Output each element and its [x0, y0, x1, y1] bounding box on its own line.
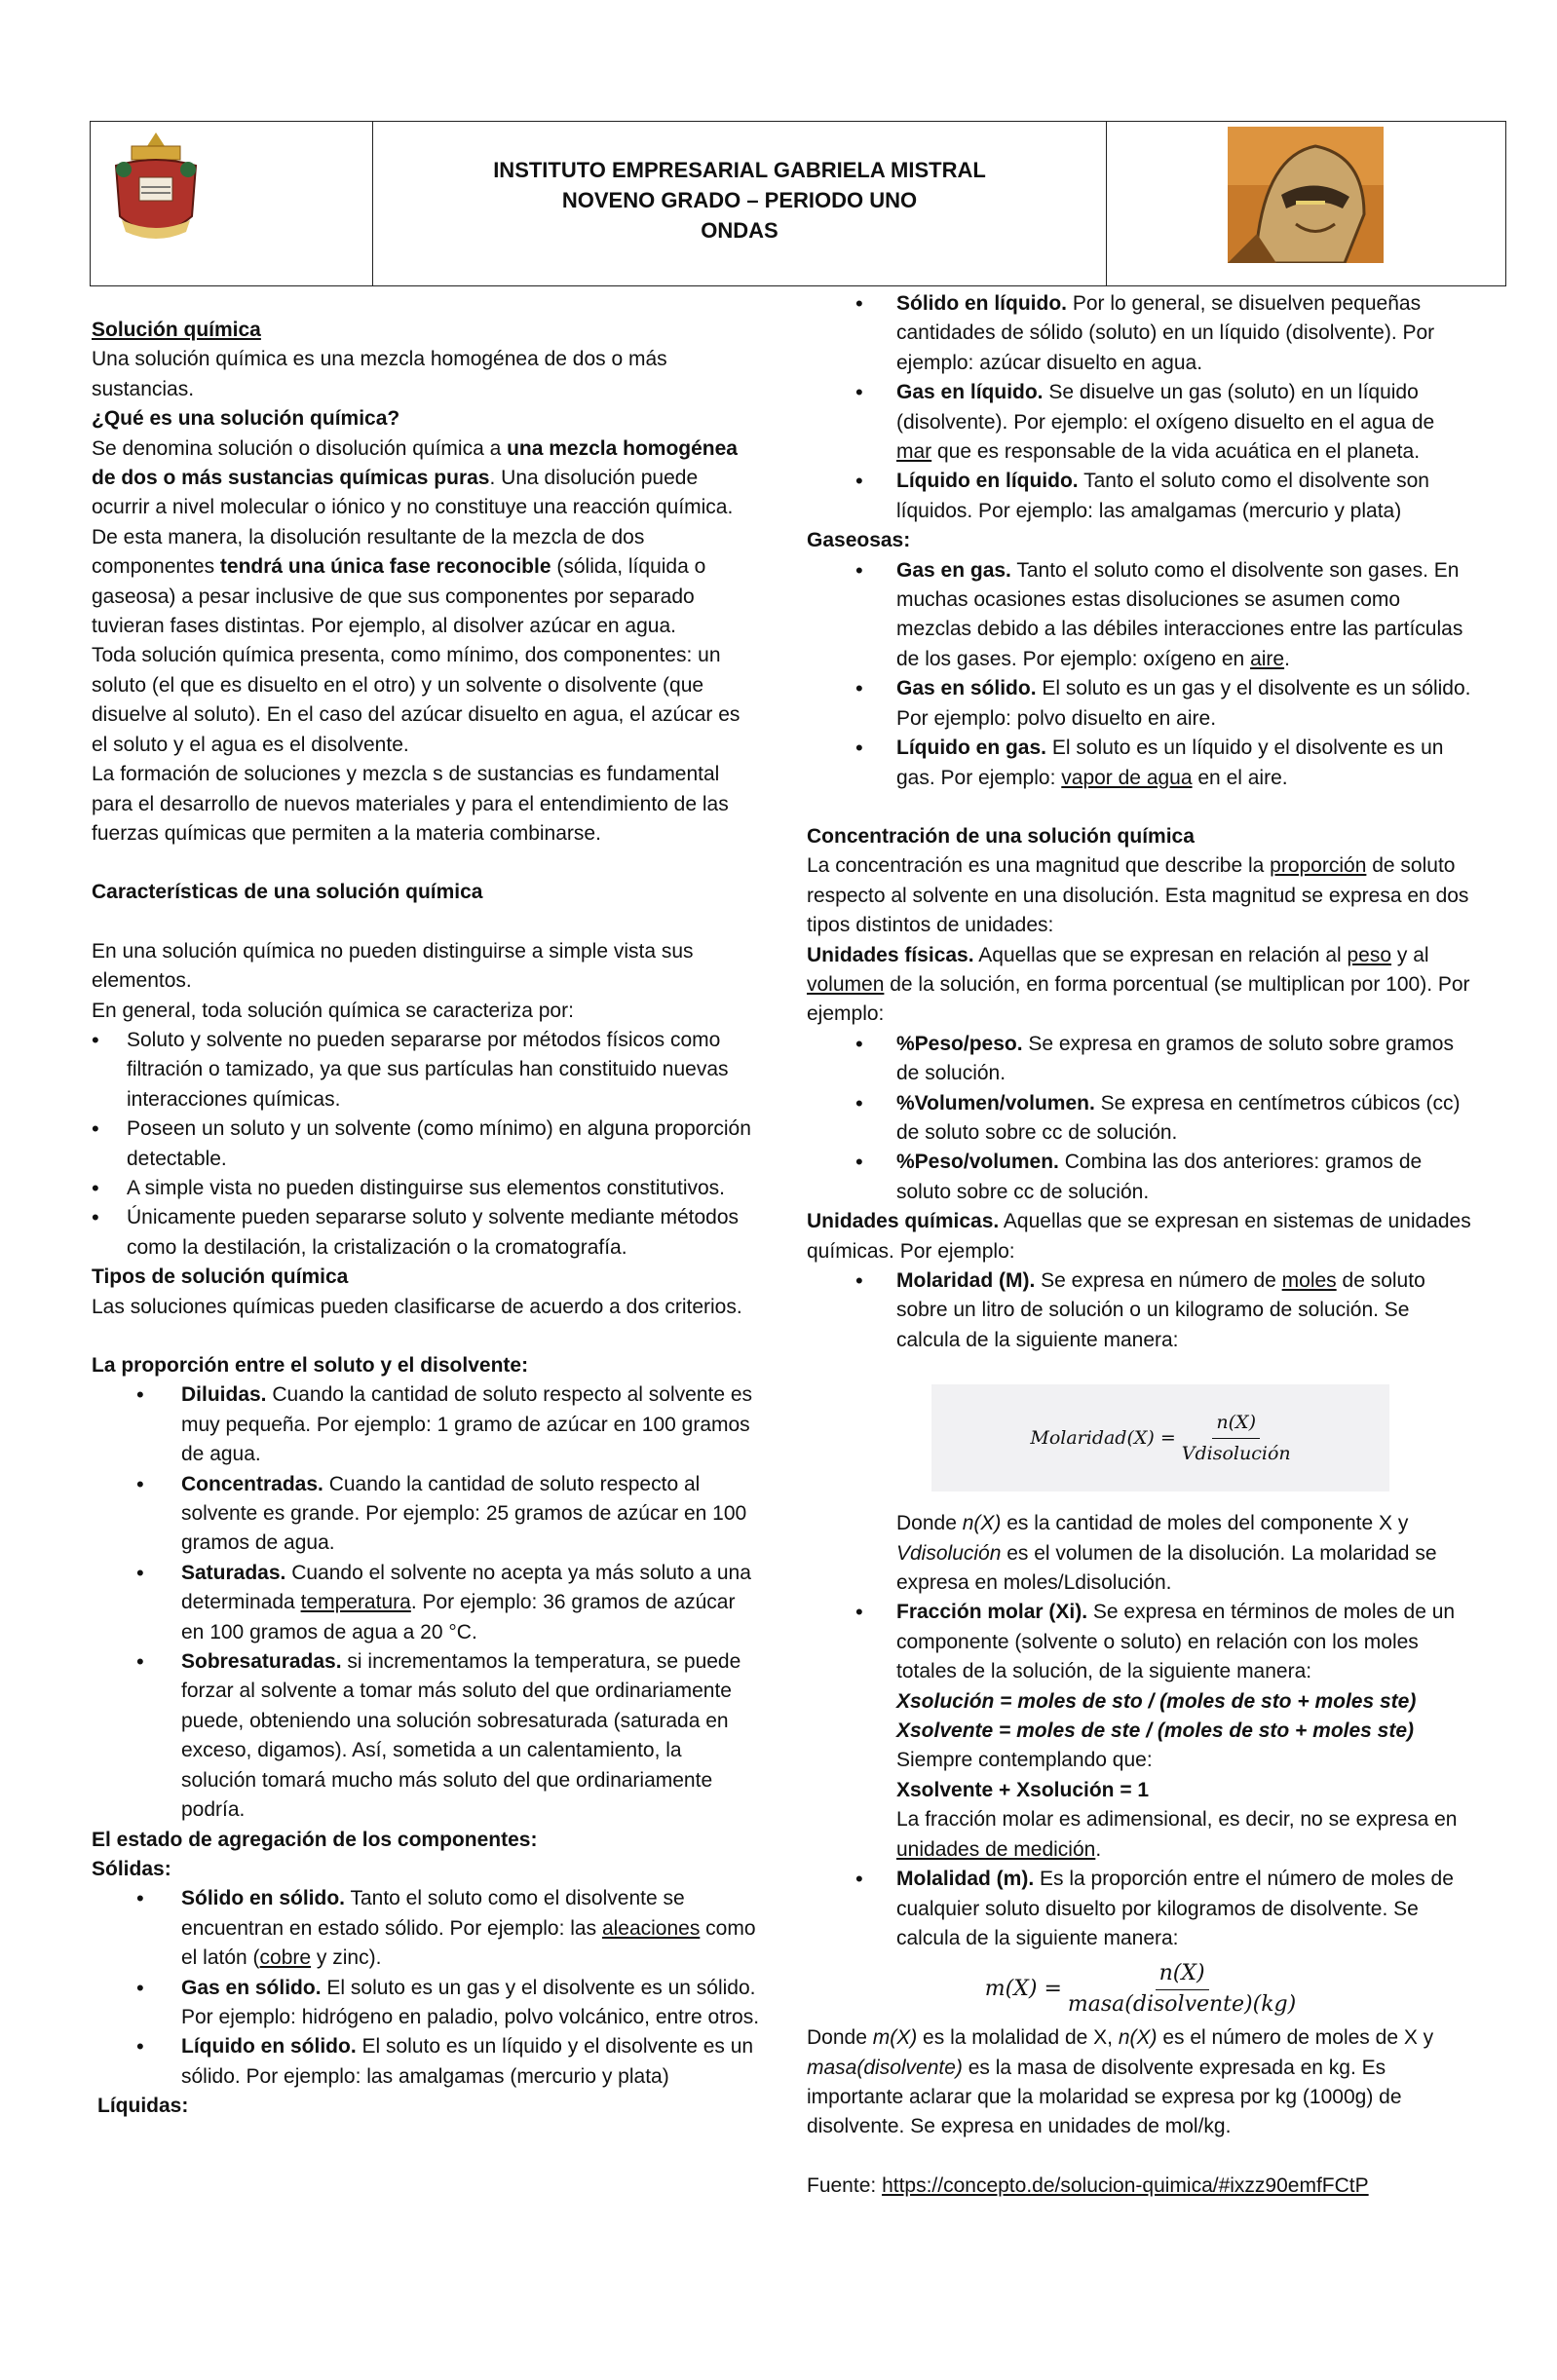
- question-heading: ¿Qué es una solución química?: [92, 407, 400, 431]
- list-item: • Molalidad (m). Es la proporción entre el número de moles de cualquier soluto disuelto por kilogramos de disolvente. Se calcula de la siguiente manera:: [807, 1865, 1474, 1953]
- physical-units-list: [807, 1030, 1474, 1207]
- section-title-solucion: Solución química: [92, 319, 261, 341]
- list-item: • Sólido en líquido. Por lo general, se disuelven pequeñas cantidades de sólido (soluto) en un líquido (disolvente). Por ejemplo: azúcar disuelto en agua.: [807, 289, 1474, 378]
- list-item: • Diluidas. Cuando la cantidad de soluto respecto al solvente es muy pequeña. Por ejemplo: 1 gramo de azúcar en 100 gramos de agua.: [92, 1380, 760, 1469]
- list-item: • %Peso/volumen. Combina las dos anteriores: gramos de soluto sobre cc de solución.: [807, 1148, 1474, 1207]
- grade-period: NOVENO GRADO – PERIODO UNO: [561, 187, 918, 212]
- paragraph: Una solución química es una mezcla homogénea de dos o más sustancias.: [92, 348, 667, 400]
- paragraph: La concentración es una magnitud que describe la proporción de soluto respecto al solvente en una disolución. Esta magnitud se expresa en dos tipos distintos de unidades:: [807, 854, 1469, 937]
- list-item: • A simple vista no pueden distinguirse sus elementos constitutivos.: [92, 1174, 760, 1203]
- list-item: • Sobresaturadas. si incrementamos la temperatura, se puede forzar al solvente a tomar más soluto del que ordinariamente puede, obteniendo una solución sobresaturada (saturada en exceso, digamos). Así, sometida a un calentamiento, la solución tomará mucho más soluto del que ordinariamente podría.: [92, 1647, 760, 1825]
- paragraph: Unidades físicas. Aquellas que se expresan en relación al peso y al volumen de la solución, en forma porcentual (se multiplican por 100). Por ejemplo:: [807, 943, 1470, 1026]
- chemical-units-list: [807, 1266, 1474, 1355]
- left-column: [92, 316, 760, 2122]
- section-title-concentracion: Concentración de una solución química: [807, 824, 1195, 848]
- list-item: • Soluto y solvente no pueden separarse por métodos físicos como filtración o tamizado, ya que sus partículas han constituido nuevas interacciones químicas.: [92, 1026, 760, 1114]
- liquid-list: [807, 289, 1474, 526]
- section-title-caracteristicas: Características de una solución química: [92, 881, 483, 904]
- molality-formula: m(X) = $\frac{n(X)}{\text{masa(disolvente)(kg)}}$: [984, 1961, 1297, 2017]
- paragraph: Unidades químicas. Aquellas que se expresan en sistemas de unidades químicas. Por ejemplo:: [807, 1210, 1471, 1263]
- source-line: Fuente: https://concepto.de/solucion-quimica/#ixzz90emfFCtP: [807, 2173, 1369, 2197]
- section-title-proporcion: La proporción entre el soluto y el disolvente:: [92, 1354, 529, 1377]
- list-item: • Saturadas. Cuando el solvente no acepta ya más soluto a una determinada temperatura. Por ejemplo: 36 gramos de azúcar en 100 gramos de agua a 20 °C.: [92, 1559, 760, 1647]
- list-item: • Fracción molar (Xi). Se expresa en términos de moles de un componente (solvente o soluto) en relación con los moles totales de la solución, de la siguiente manera: Xsolución = moles de sto / (moles de sto + moles ste) Xsolvente = moles de ste / (moles de sto + moles ste) Siempre contemplando que: Xsolvente + Xsolución = 1 La fracción molar es adimensional, es decir, no se expresa en unidades de medición.: [807, 1598, 1474, 1865]
- list-item: • %Volumen/volumen. Se expresa en centímetros cúbicos (cc) de soluto sobre cc de solución.: [807, 1089, 1474, 1149]
- list-item: • Líquido en líquido. Tanto el soluto como el disolvente son líquidos. Por ejemplo: las amalgamas (mercurio y plata): [807, 467, 1474, 526]
- header-table: [90, 121, 1506, 286]
- list-item: • Gas en gas. Tanto el soluto como el disolvente son gases. En muchas ocasiones estas disoluciones se asumen como mezclas debido a las débiles interacciones entre las partículas de los gases. Por ejemplo: oxígeno en aire.: [807, 556, 1474, 675]
- right-column: [807, 289, 1474, 2201]
- paragraph: Se denomina solución o disolución química a una mezcla homogénea de dos o más sustancias químicas puras. Una disolución puede ocurrir a nivel molecular o iónico y no constituye una reacción química.: [92, 436, 738, 519]
- paragraph: En una solución química no pueden distinguirse a simple vista sus elementos.: [92, 939, 694, 993]
- list-item: • Concentradas. Cuando la cantidad de soluto respecto al solvente es grande. Por ejemplo: 25 gramos de azúcar en 100 gramos de agua.: [92, 1470, 760, 1559]
- paragraph: En general, toda solución química se caracteriza por:: [92, 999, 574, 1022]
- list-item: • Molaridad (M). Se expresa en número de moles de soluto sobre un litro de solución o un kilogramo de solución. Se calcula de la siguiente manera:: [807, 1266, 1474, 1355]
- school-crest-icon: [102, 127, 209, 253]
- list-item: • Poseen un soluto y un solvente (como mínimo) en alguna proporción detectable.: [92, 1114, 760, 1174]
- paragraph: Las soluciones químicas pueden clasificarse de acuerdo a dos criterios.: [92, 1295, 742, 1318]
- paragraph: De esta manera, la disolución resultante de la mezcla de dos componentes tendrá una única fase reconocible (sólida, líquida o gaseosa) a pesar inclusive de que sus componentes por separado tuvieran fases distintas. Por ejemplo, al disolver azúcar en agua.: [92, 525, 706, 638]
- school-name: INSTITUTO EMPRESARIAL GABRIELA MISTRAL: [493, 157, 986, 182]
- paragraph: La formación de soluciones y mezcla s de sustancias es fundamental para el desarrollo de nuevos materiales y para el entendimiento de las fuerzas químicas que permiten a la materia combinarse.: [92, 763, 729, 845]
- image-cell: [1107, 122, 1505, 285]
- subheading-liquidas: Líquidas:: [97, 2095, 189, 2118]
- list-item: • Sólido en sólido. Tanto el soluto como el disolvente se encuentran en estado sólido. Por ejemplo: las aleaciones como el latón (cobre y zinc).: [92, 1884, 760, 1973]
- section-title-estado: El estado de agregación de los componentes:: [92, 1828, 538, 1851]
- section-title-tipos: Tipos de solución química: [92, 1266, 349, 1289]
- subheading-gaseosas: Gaseosas:: [807, 529, 911, 552]
- solid-list: [92, 1884, 760, 2092]
- chemical-units-list-2: [807, 1598, 1474, 1953]
- list-item: • Gas en sólido. El soluto es un gas y el disolvente es un sólido. Por ejemplo: polvo disuelto en aire.: [807, 674, 1474, 734]
- paragraph: Toda solución química presenta, como mínimo, dos componentes: un soluto (el que es disuelto en el otro) y un solvente o disolvente (que disuelve al soluto). En el caso del azúcar disuelto en agua, el azúcar es el soluto y el agua es el disolvente.: [92, 644, 741, 756]
- logo-cell: [91, 122, 373, 285]
- list-item: • Gas en líquido. Se disuelve un gas (soluto) en un líquido (disolvente). Por ejemplo: el oxígeno disuelto en el agua de mar que es responsable de la vida acuática en el planeta.: [807, 378, 1474, 467]
- paragraph: Donde m(X) es la molalidad de X, n(X) es el número de moles de X y masa(disolvente) es la masa de disolvente expresada en kg. Es importante aclarar que la molaridad se expresa por kg (1000g) de disolvente. Se expresa en unidades de mol/kg.: [807, 2026, 1434, 2138]
- list-item: • Líquido en sólido. El soluto es un líquido y el disolvente es un sólido. Por ejemplo: las amalgamas (mercurio y plata): [92, 2032, 760, 2092]
- list-item: • Únicamente pueden separarse soluto y solvente mediante métodos como la destilación, la cristalización o la cromatografía.: [92, 1203, 760, 1263]
- characteristics-list: [92, 1026, 760, 1263]
- molarity-formula: Molaridad(X) = $\frac{n(X)}{\text{Vdisolución}}$: [931, 1384, 1389, 1492]
- list-item: • %Peso/peso. Se expresa en gramos de soluto sobre gramos de solución.: [807, 1030, 1474, 1089]
- paragraph: Donde n(X) es la cantidad de moles del componente X y Vdisolución es el volumen de la disolución. La molaridad se expresa en moles/Ldisolución.: [896, 1512, 1437, 1595]
- helmeted-character-image: [1228, 127, 1384, 263]
- proportion-list: [92, 1380, 760, 1825]
- list-item: • Líquido en gas. El soluto es un líquido y el disolvente es un gas. Por ejemplo: vapor de agua en el aire.: [807, 734, 1474, 793]
- list-item: • Gas en sólido. El soluto es un gas y el disolvente es un sólido. Por ejemplo: hidrógeno en paladio, polvo volcánico, entre otros.: [92, 1974, 760, 2033]
- subheading-solidas: Sólidas:: [92, 1857, 171, 1880]
- header-title-cell: [373, 122, 1107, 285]
- source-link[interactable]: https://concepto.de/solucion-quimica/#ixzz90emfFCtP: [882, 2173, 1369, 2197]
- gas-list: [807, 556, 1474, 793]
- topic-title: ONDAS: [701, 217, 778, 243]
